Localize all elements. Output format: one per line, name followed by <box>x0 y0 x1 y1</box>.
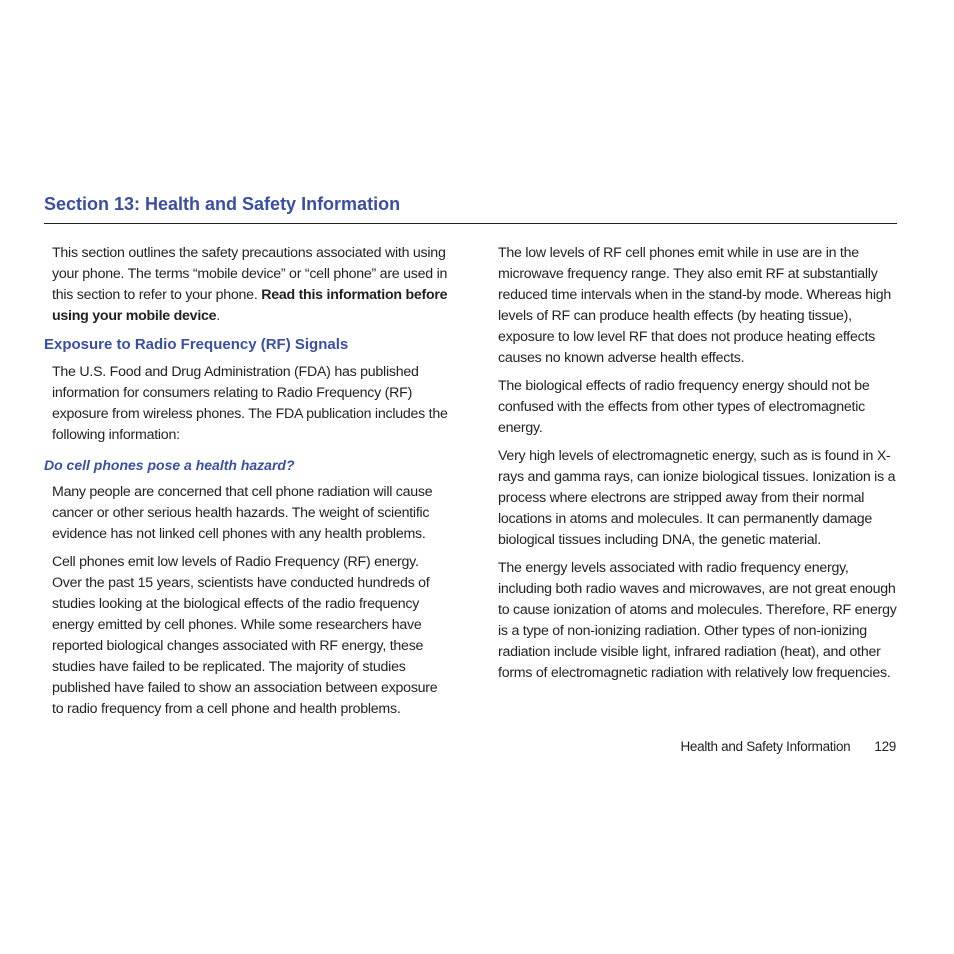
concern-paragraph: Many people are concerned that cell phone radiation will cause cancer or other serious health hazards. The weight of scientific evidence has not linked cell phones with any health problems. <box>52 484 433 542</box>
left-column <box>44 243 452 727</box>
page-footer <box>680 737 896 757</box>
right-column <box>498 243 898 691</box>
question-heading: Do cell phones pose a health hazard? <box>44 457 295 473</box>
energy-levels-paragraph: The energy levels associated with radio frequency energy, including both radio waves and microwaves, are not great enough to cause ionization of atoms and molecules. Therefore, RF energy is a type of non-ionizing radiation. Other types of non-ionizing radiation include visible light, infrared radiation (heat), and other forms of electromagnetic radiation with relatively low frequencies. <box>498 560 897 681</box>
intro-bold-warning: Read this information before using your mobile device <box>52 287 448 324</box>
studies-paragraph: Cell phones emit low levels of Radio Frequency (RF) energy. Over the past 15 years, scientists have conducted hundreds of studies looking at the biological effects of the radio frequency energy emitted by cell phones. While some researchers have reported biological changes associated with RF energy, these studies have failed to be replicated. The majority of studies published have failed to show an association between exposure to radio frequency from a cell phone and health problems. <box>52 554 438 717</box>
intro-paragraph <box>52 243 452 327</box>
section-title: Section 13: Health and Safety Information <box>44 194 401 214</box>
fda-paragraph: The U.S. Food and Drug Administration (FDA) has published information for consumers relating to Radio Frequency (RF) exposure from wireless phones. The FDA publication includes the following information: <box>52 364 448 443</box>
intro-text: This section outlines the safety precautions associated with using your phone. The terms “mobile device” or “cell phone” are used in this section to refer to your phone. <box>52 245 448 303</box>
title-divider <box>44 223 897 224</box>
subheading-rf-signals: Exposure to Radio Frequency (RF) Signals <box>44 336 349 353</box>
footer-chapter-label: Health and Safety Information <box>680 739 851 754</box>
biological-paragraph: The biological effects of radio frequency energy should not be confused with the effects from other types of electromagnetic energy. <box>498 378 870 436</box>
page-number: 129 <box>874 739 896 754</box>
high-levels-paragraph: Very high levels of electromagnetic energy, such as is found in X-rays and gamma rays, can ionize biological tissues. Ionization is a process where electrons are stripped away from their normal locations in atoms and molecules. It can permanently damage biological tissues including DNA, the genetic material. <box>498 448 896 548</box>
intro-end: . <box>216 308 220 324</box>
low-levels-paragraph: The low levels of RF cell phones emit while in use are in the microwave frequency range. They also emit RF at substantially reduced time intervals when in the stand-by mode. Whereas high levels of RF can produce health effects (by heating tissue), exposure to low level RF that does not produce heating effects causes no known adverse health effects. <box>498 245 892 366</box>
